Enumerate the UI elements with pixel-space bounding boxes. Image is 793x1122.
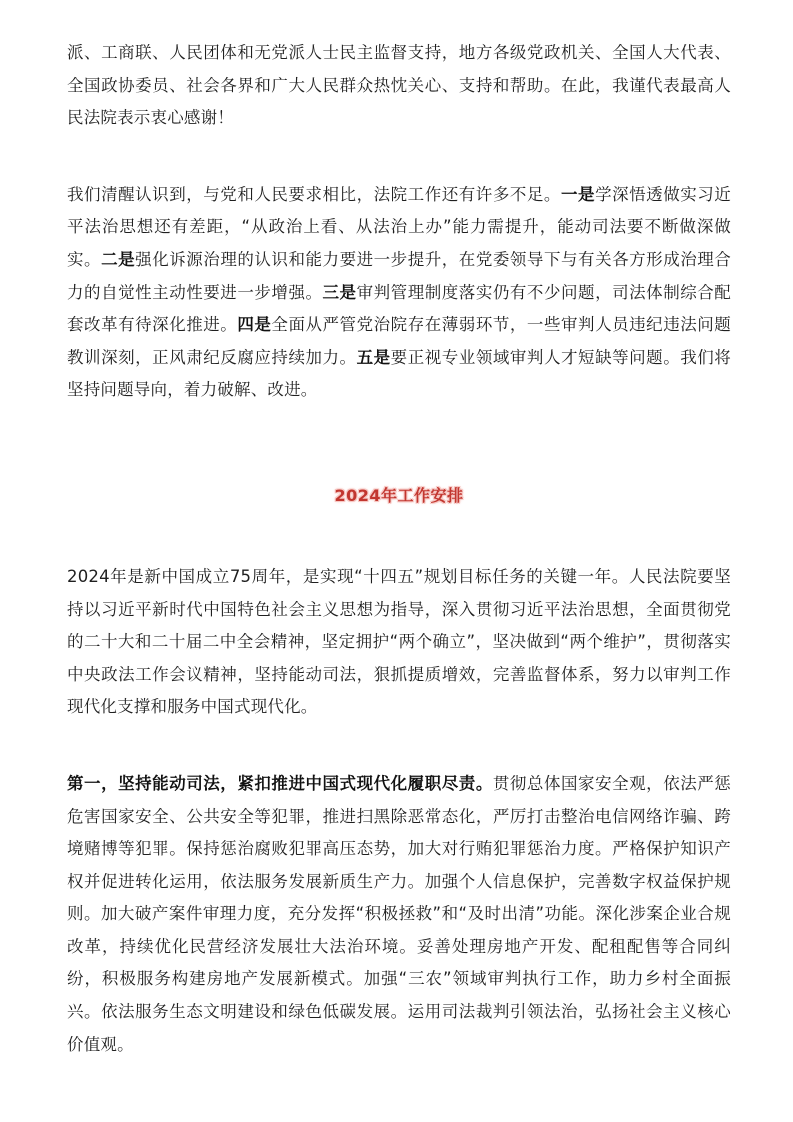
paragraph-text: 要正视专业领域审判人才短缺等问题。我们将坚持问题导向，着力破解、改进。	[67, 347, 731, 400]
bold-label-four: 四是	[237, 315, 272, 335]
paragraph-text: 全面从严管党治院存在薄弱环节，一些审判人员违纪违法问题教训深刻，正风肃纪反腐应持续加力。	[67, 315, 732, 367]
section-heading-container	[67, 483, 731, 513]
paragraph-text: 贯彻总体国家安全观，依法严惩危害国家安全、公共安全等犯罪，推进扫黑除恶常态化，严厉打击整治电信网络诈骗、跨境赌博等犯罪。保持惩治腐败犯罪高压态势，加大对行贿犯罪惩治力度。严格保护知识产权并促进转化运用，依法服务发展新质生产力。加强个人信息保护，完善数字权益保护规则。加大破产案件审理力度，充分发挥“积极拯救”和“及时出清”功能。深化涉案企业合规改革，持续优化民营经济发展壮大法治环境。妥善处理房地产开发、配租配售等合同纠纷，积极服务构建房地产发展新模式。加强“三农”领域审判执行工作，助力乡村全面振兴。依法服务生态文明建设和绿色低碳发展。运用司法裁判引领法治，弘扬社会主义核心价值观。	[67, 773, 731, 1054]
bold-label-five: 五是	[356, 347, 391, 367]
paragraph-text: 我们清醒认识到，与党和人民要求相比，法院工作还有许多不足。	[67, 184, 561, 204]
section-heading: 2024年工作安排	[334, 485, 464, 505]
bold-label-three: 三是	[322, 282, 357, 302]
paragraph-first-task	[67, 768, 731, 1061]
paragraph-shortcomings	[67, 179, 731, 407]
bold-lead-first: 第一，坚持能动司法，紧扣推进中国式现代化履职尽责。	[67, 773, 493, 793]
paragraph-2024-overview	[67, 561, 731, 724]
bold-label-two: 二是	[101, 249, 136, 269]
paragraph-text: 学深悟透做实习近平法治思想还有差距，“从政治上看、从法治上办”能力需提升，能动司法要不断做深做实。	[67, 184, 731, 269]
paragraph-text: 2024年是新中国成立75周年，是实现“十四五”规划目标任务的关键一年。人民法院要坚持以习近平新时代中国特色社会主义思想为指导，深入贯彻习近平法治思想，全面贯彻党的二十大和二十届二中全会精神，坚定拥护“两个确立”，坚决做到“两个维护”，贯彻落实中央政法工作会议精神，坚持能动司法，狠抓提质增效，完善监督体系，努力以审判工作现代化支撑和服务中国式现代化。	[67, 566, 731, 717]
paragraph-text: 派、工商联、人民团体和无党派人士民主监督支持，地方各级党政机关、全国人大代表、全国政协委员、社会各界和广大人民群众热忱关心、支持和帮助。在此，我谨代表最高人民法院表示衷心感谢！	[67, 43, 731, 128]
document-page	[67, 37, 731, 1061]
paragraph-text: 强化诉源治理的认识和能力要进一步提升，在党委领导下与有关各方形成治理合力的自觉性主动性要进一步增强。	[67, 249, 732, 302]
paragraph-text: 审判管理制度落实仍有不少问题，司法体制综合配套改革有待深化推进。	[67, 282, 732, 335]
paragraph-thanks	[67, 37, 731, 135]
bold-label-one: 一是	[560, 184, 596, 204]
